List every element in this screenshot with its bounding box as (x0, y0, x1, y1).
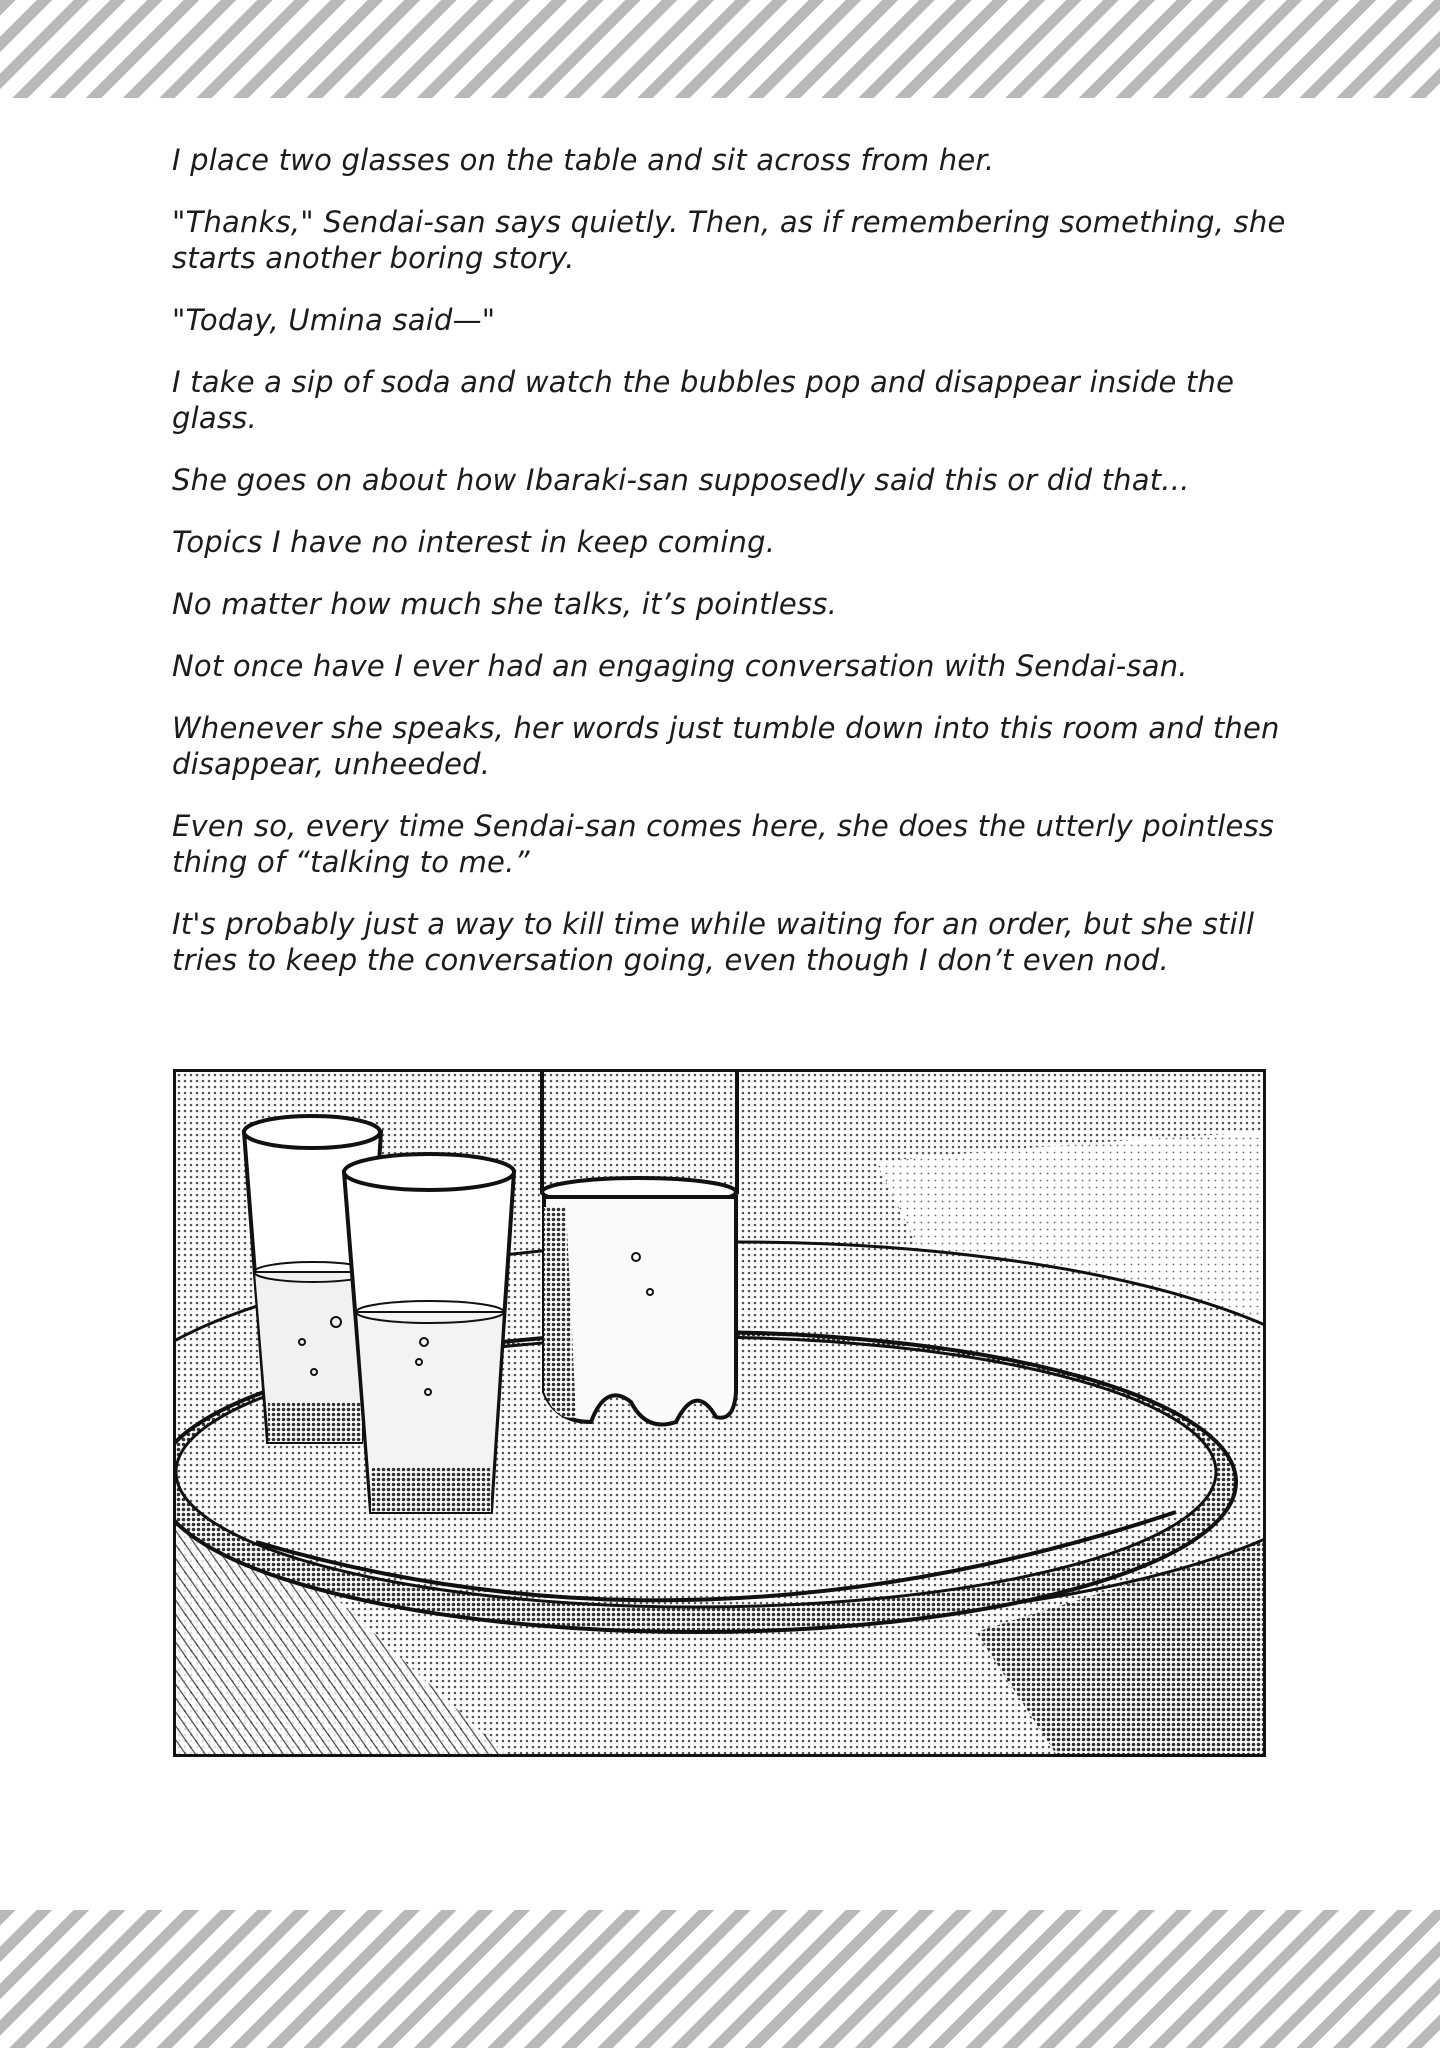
top-stripe-border (0, 0, 1440, 98)
paragraph-10: Even so, every time Sendai-san comes here, she does the utterly pointless thing of “talking to me.” (172, 809, 1275, 879)
paragraph-1: I place two glasses on the table and sit across from her. (172, 143, 995, 177)
bottom-stripe-border (0, 1910, 1440, 2048)
paragraph-6: Topics I have no interest in keep coming. (172, 525, 776, 559)
paragraph-2: "Thanks," Sendai-san says quietly. Then, as if remembering something, she starts another boring story. (172, 205, 1286, 275)
paragraph-9: Whenever she speaks, her words just tumble down into this room and then disappear, unheeded. (172, 711, 1280, 781)
paragraph-4: I take a sip of soda and watch the bubbles pop and disappear inside the glass. (172, 365, 1235, 435)
paragraph-7: No matter how much she talks, it’s pointless. (172, 587, 837, 621)
glass-right (344, 1154, 514, 1512)
paragraph-5: She goes on about how Ibaraki-san supposedly said this or did that... (172, 463, 1190, 497)
narration-text-block (172, 142, 1312, 1004)
glasses-on-table-illustration (176, 1072, 1263, 1754)
soda-bottle (542, 1072, 737, 1425)
paragraph-3: "Today, Umina said—" (172, 303, 496, 337)
manga-illustration-panel (173, 1069, 1266, 1757)
paragraph-11: It's probably just a way to kill time while waiting for an order, but she still tries to keep the conversation going, even though I don’t even nod. (172, 907, 1255, 977)
paragraph-8: Not once have I ever had an engaging conversation with Sendai-san. (172, 649, 1188, 683)
